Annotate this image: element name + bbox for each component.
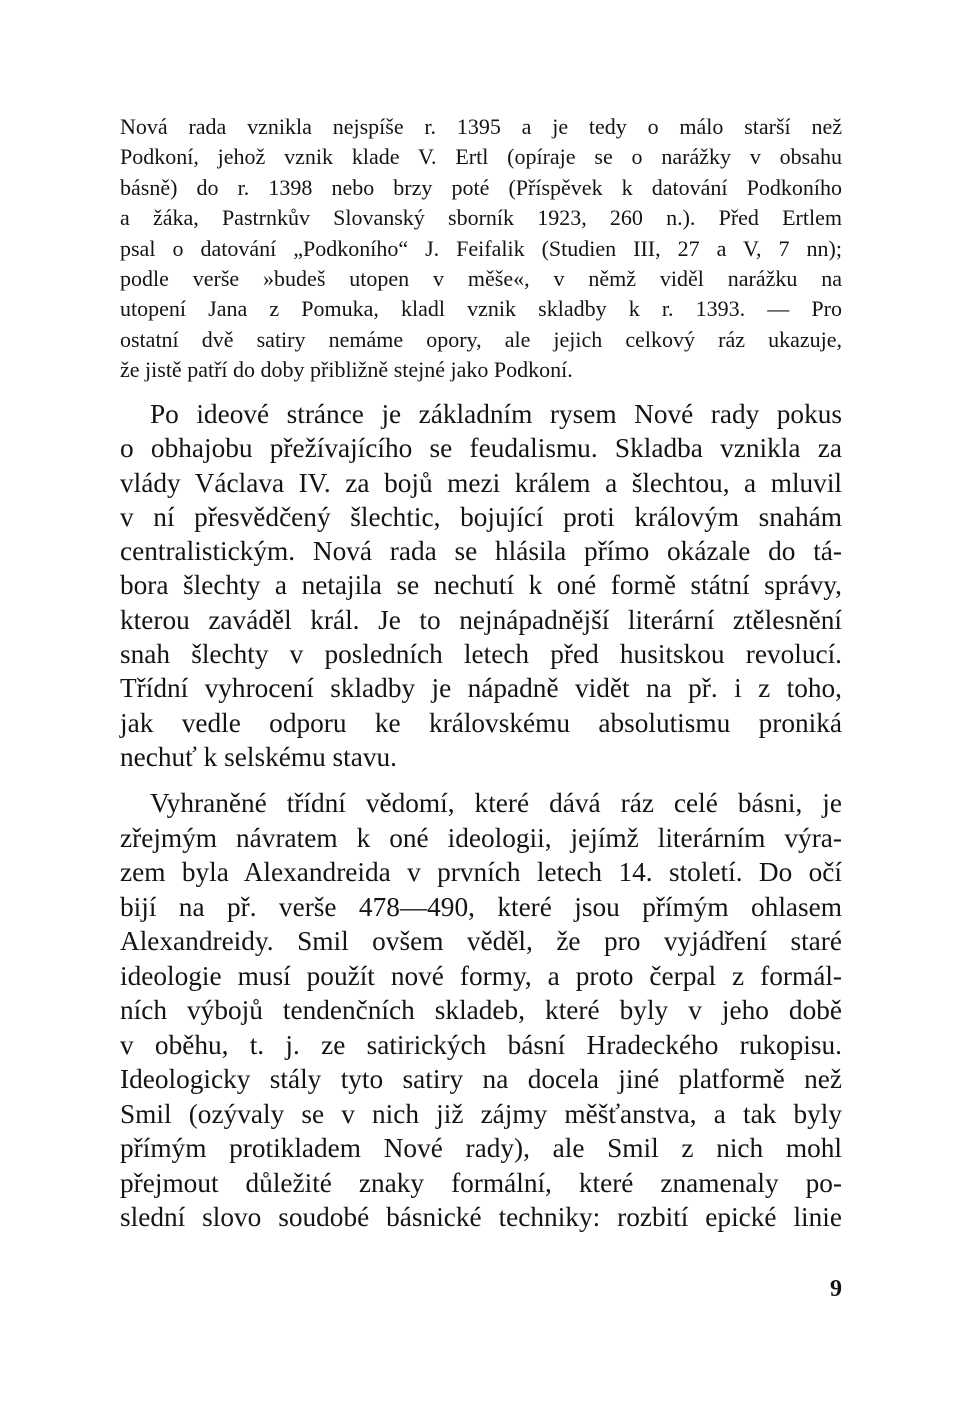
body-paragraph-2	[120, 786, 842, 1235]
footnote-line: Nová rada vznikla nejspíše r. 1395 a je tedy o málo starší než	[120, 114, 842, 139]
body-line: centralistickým. Nová rada se hlásila přímo okázale do tá-	[120, 536, 842, 567]
body-line: zřejmým návratem k oné ideologii, jejímž literárním výra-	[120, 822, 842, 853]
body-line: o obhajobu přežívajícího se feudalismu. Skladba vznikla za	[120, 433, 842, 464]
body-line: snah šlechty v posledních letech před husitskou revolucí.	[120, 639, 842, 670]
footnote-paragraph	[120, 112, 842, 386]
footnote-line: ostatní dvě satiry nemáme opory, ale jejich celkový ráz ukazuje,	[120, 326, 842, 352]
footnote-line: básně) do r. 1398 nebo brzy poté (Příspěvek k datování Podkoního	[120, 174, 842, 200]
body-line: zem byla Alexandreida v prvních letech 14. století. Do očí	[120, 857, 842, 887]
footnote-line: Podkoní, jehož vznik klade V. Ertl (opíraje se o narážky v obsahu	[120, 144, 842, 170]
footnote-line: že jistě patří do doby přibližně stejné jako Podkoní.	[120, 357, 573, 383]
body-line: v oběhu, t. j. ze satirických básní Hradeckého rukopisu.	[120, 1029, 842, 1060]
page-number: 9	[830, 1276, 842, 1302]
body-line: přejmout důležité znaky formální, které znamenaly po-	[120, 1167, 842, 1198]
body-line: Třídní vyhrocení skladby je nápadně vidět na př. i z toho,	[120, 673, 842, 704]
footnote-line: a žáka, Pastrnkův Slovanský sborník 1923, 260 n.). Před Ertlem	[120, 205, 842, 231]
body-line: přímým protikladem Nové rady), ale Smil z nich mohl	[120, 1133, 842, 1163]
body-line: bora šlechty a netajila se nechutí k oné formě státní správy,	[120, 570, 842, 601]
body-line: v ní přesvědčený šlechtic, bojující proti královým snahám	[120, 501, 842, 532]
body-line: ních výbojů tendenčních skladeb, které byly v jeho době	[120, 995, 842, 1025]
body-line: bijí na př. verše 478—490, které jsou přímým ohlasem	[120, 891, 842, 922]
body-line: vlády Václava IV. za bojů mezi králem a šlechtou, a mluvil	[120, 467, 842, 498]
body-line: nechuť k selskému stavu.	[120, 741, 397, 772]
body-line: Alexandreidy. Smil ovšem věděl, že pro vyjádření staré	[120, 926, 842, 956]
body-line: kterou zaváděl král. Je to nejnápadnější literární ztělesnění	[120, 604, 842, 635]
body-line: ideologie musí použít nové formy, a proto čerpal z formál-	[120, 960, 842, 991]
body-line: jak vedle odporu ke královskému absolutismu proniká	[120, 707, 842, 738]
body-line: Smil (ozývaly se v nich již zájmy měšťanstva, a tak byly	[120, 1098, 842, 1129]
body-line: Po ideové stránce je základním rysem Nové rady pokus	[150, 399, 842, 429]
body-line: slední slovo soudobé básnické techniky: rozbití epické linie	[120, 1202, 842, 1232]
footnote-line: utopení Jana z Pomuka, kladl vznik skladby k r. 1393. — Pro	[120, 296, 842, 322]
footnote-line: psal o datování „Podkoního“ J. Feifalik (Studien III, 27 a V, 7 nn);	[120, 235, 842, 261]
footnote-line: podle verše »budeš utopen v měše«, v němž viděl narážku na	[120, 266, 842, 292]
body-line: Vyhraněné třídní vědomí, které dává ráz celé básni, je	[150, 788, 842, 818]
body-line: Ideologicky stály tyto satiry na docela jiné platformě než	[120, 1064, 842, 1094]
body-paragraph-1	[120, 397, 842, 774]
